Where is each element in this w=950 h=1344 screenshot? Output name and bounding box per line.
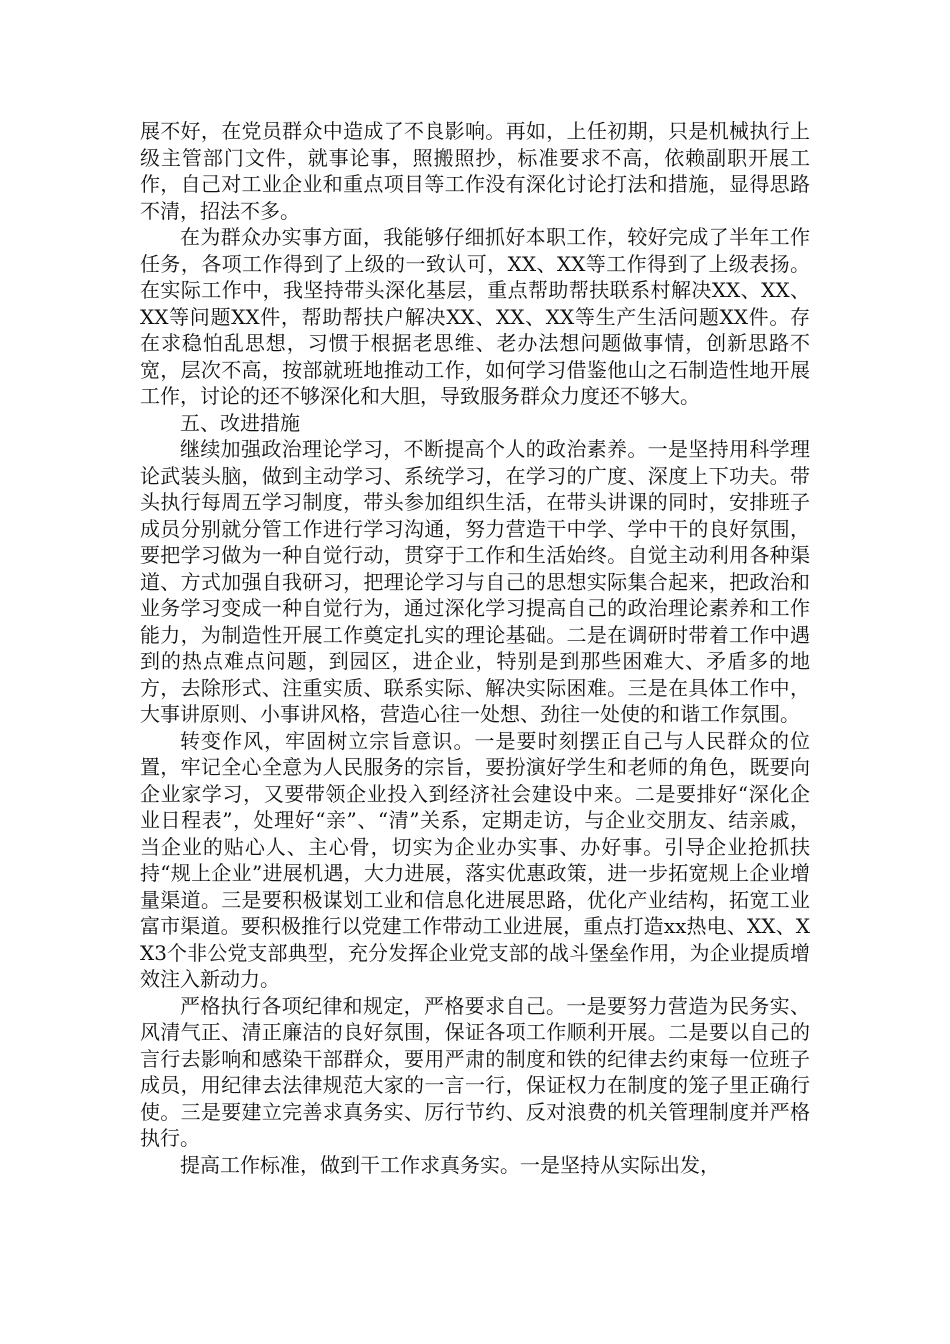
paragraph-discipline: 严格执行各项纪律和规定，严格要求自己。一是要努力营造为民务实、风清气正、清正廉洁的良好氛围，保证各项工作顺利开展。二是要以自己的言行去影响和感染干部群众，要用严肃的制度和铁的纪律去约束每一位班子成员，用纪律去法律规范大家的一言一行，保证权力在制度的笼子里正确行使。三是要建立完善求真务实、厉行节约、反对浪费的机关管理制度并严格执行。: [140, 993, 810, 1150]
section-heading-improvement-measures: 五、改进措施: [180, 410, 300, 435]
document-body: [140, 118, 810, 1178]
paragraph-political-study: 继续加强政治理论学习，不断提高个人的政治素养。一是坚持用科学理论武装头脑，做到主动学习、系统学习，在学习的广度、深度上下功夫。带头执行每周五学习制度，带头参加组织生活，在带头讲课的同时，安排班子成员分别就分管工作进行学习沟通，努力营造干中学、学中干的良好氛围，要把学习做为一种自觉行动，贯穿于工作和生活始终。自觉主动利用各种渠道、方式加强自我研习，把理论学习与自己的思想实际集合起来，把政治和业务学习变成一种自觉行为，通过深化学习提高自己的政治理论素养和工作能力，为制造性开展工作奠定扎实的理论基础。二是在调研时带着工作中遇到的热点难点问题，到园区，进企业，特别是到那些困难大、矛盾多的地方，去除形式、注重实质、联系实际、解决实际困难。三是在具体工作中，大事讲原则、小事讲风格，营造心往一处想、劲往一处使的和谐工作氛围。: [140, 437, 810, 726]
paragraph-work-standards: 提高工作标准，做到干工作求真务实。一是坚持从实际出发，: [180, 1152, 720, 1177]
paragraph-work-style: 转变作风，牢固树立宗旨意识。一是要时刻摆正自己与人民群众的位置，牢记全心全意为人民服务的宗旨，要扮演好学生和老师的角色，既要向企业家学习，又要带领企业投入到经济社会建设中来。二是要排好“深化企业日程表”，处理好“亲”、“清”关系，定期走访，与企业交朋友、结亲戚，当企业的贴心人、主心骨，切实为企业办实事、办好事。引导企业抢抓扶持“规上企业”进展机遇，大力进展，落实优惠政策，进一步拓宽规上企业增量渠道。三是要积极谋划工业和信息化进展思路，优化产业结构，拓宽工业富市渠道。要积极推行以党建工作带动工业进展，重点打造xx热电、XX、XX3个非公党支部典型，充分发挥企业党支部的战斗堡垒作用，为企业提质增效注入新动力。: [140, 728, 810, 991]
paragraph-serving-masses: 在为群众办实事方面，我能够仔细抓好本职工作，较好完成了半年工作任务，各项工作得到了上级的一致认可，XX、XX等工作得到了上级表扬。在实际工作中，我坚持带头深化基层，重点帮助帮扶联系村解决XX、XX、XX等问题XX件，帮助帮扶户解决XX、XX、XX等生产生活问题XX件。存在求稳怕乱思想，习惯于根据老思维、老办法想问题做事情，创新思路不宽，层次不高，按部就班地推动工作，如何学习借鉴他山之石制造性地开展工作，讨论的还不够深化和大胆，导致服务群众力度还不够大。: [140, 225, 810, 408]
paragraph-continuation: 展不好，在党员群众中造成了不良影响。再如，上任初期，只是机械执行上级主管部门文件，就事论事，照搬照抄，标准要求不高，依赖副职开展工作，自己对工业企业和重点项目等工作没有深化讨论打法和措施，显得思路不清，招法不多。: [140, 119, 810, 223]
